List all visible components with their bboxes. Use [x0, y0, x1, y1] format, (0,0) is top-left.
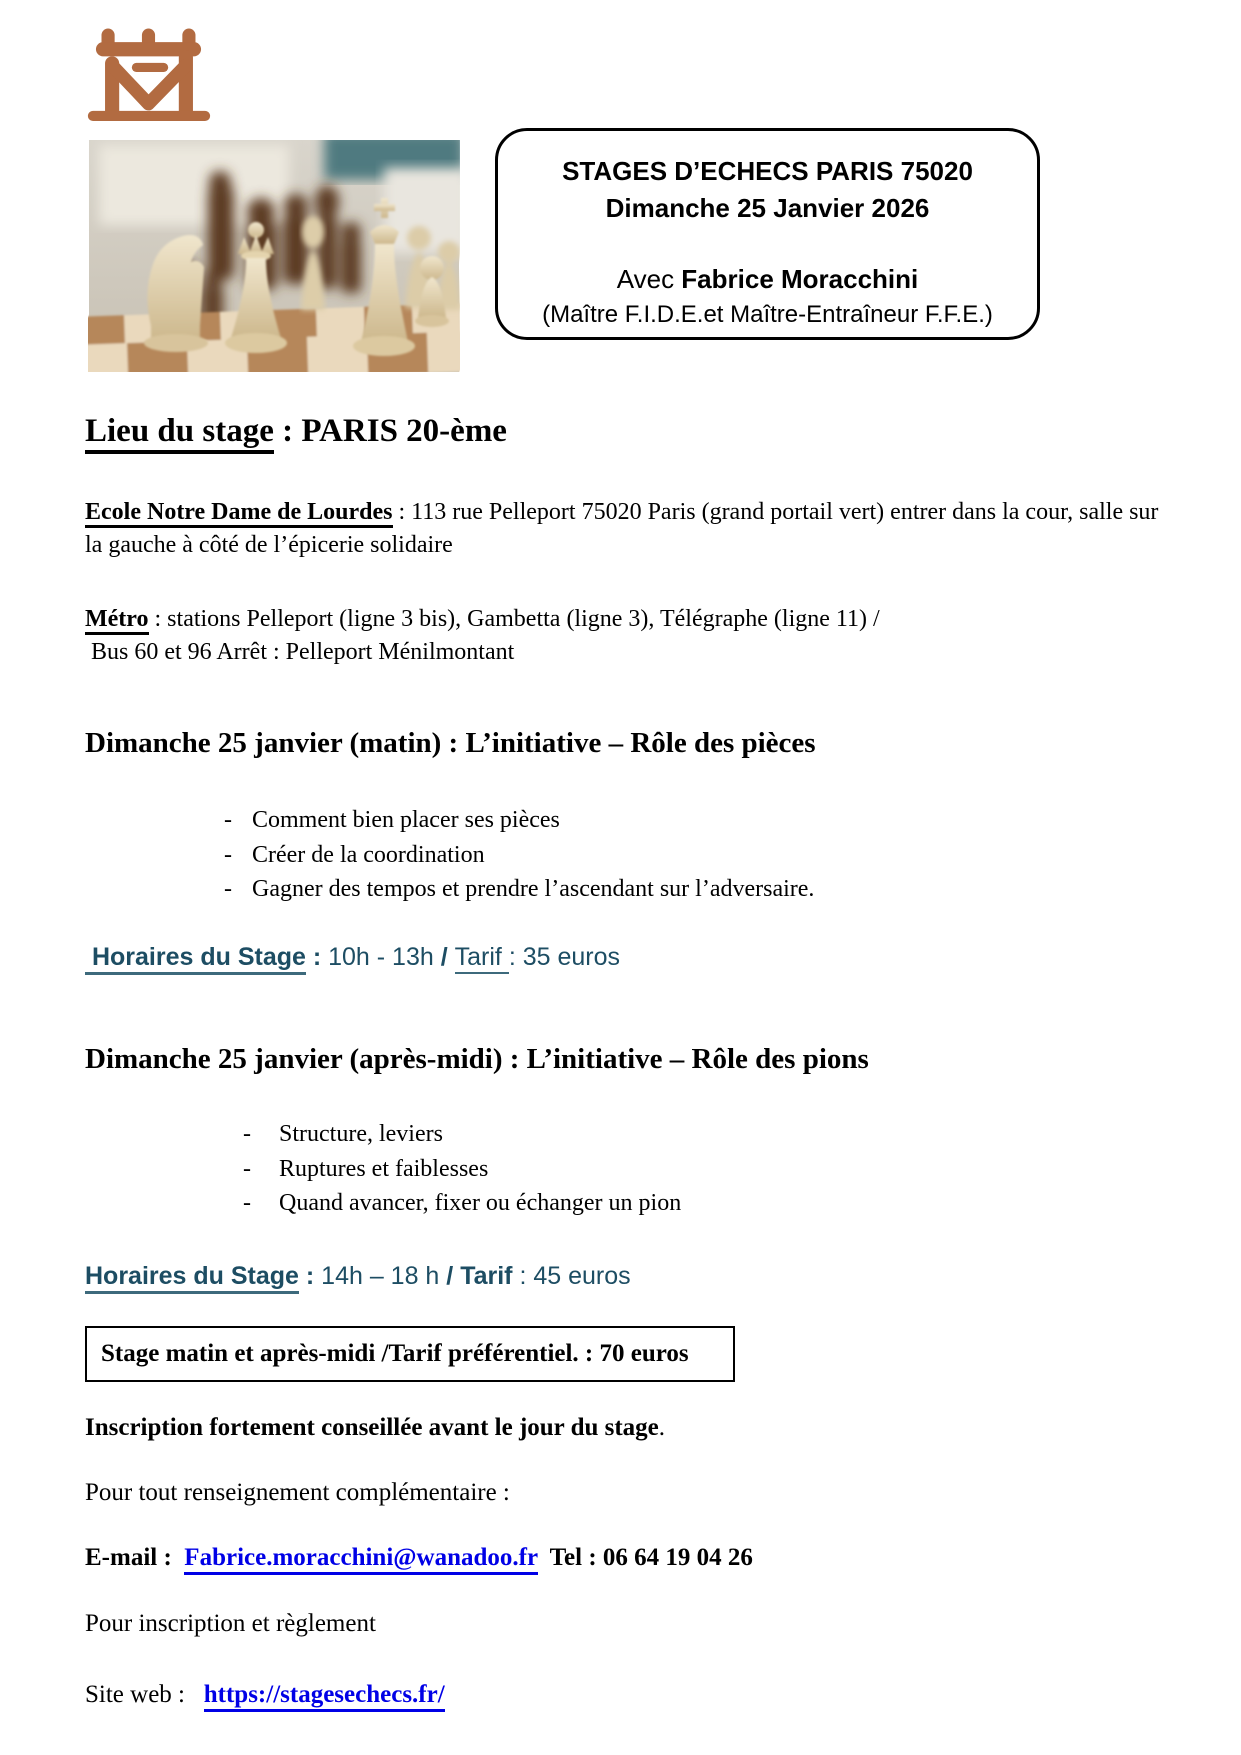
email-link[interactable]: Fabrice.moracchini@wanadoo.fr [184, 1544, 537, 1575]
bullet-dash: - [243, 1121, 251, 1147]
bullet-dash: - [224, 841, 232, 868]
bullet-item: - Structure, leviers [243, 1117, 681, 1152]
email-label: E-mail : [85, 1544, 185, 1571]
afternoon-session-heading: Dimanche 25 janvier (après-midi) : L’initiative – Rôle des pions [85, 1043, 869, 1075]
header-title-line1: STAGES D’ECHECS PARIS 75020 [562, 156, 973, 186]
email-row [85, 1544, 753, 1572]
bullet-item: - Quand avancer, fixer ou échanger un pion [243, 1186, 681, 1221]
bullet-dash: - [224, 807, 232, 833]
bullet-item: - Ruptures et faiblesses [243, 1152, 681, 1187]
instructor-name: Fabrice Moracchini [681, 264, 919, 294]
siteweb-link[interactable]: https://stagesechecs.fr/ [204, 1681, 445, 1712]
afternoon-bullet-list [243, 1117, 681, 1221]
header-instructor-line: Avec Fabrice Moracchini [616, 264, 919, 294]
bullet-dash: - [243, 1155, 251, 1182]
siteweb-row [85, 1681, 445, 1709]
school-address-paragraph: Ecole Notre Dame de Lourdes : 113 rue Pelleport 75020 Paris (grand portail vert) entrer dans la cour, salle sur la gauche à côté de l’épicerie solidaire [85, 499, 1165, 558]
morning-session-heading: Dimanche 25 janvier (matin) : L’initiative – Rôle des pièces [85, 727, 816, 759]
header-credentials: (Maître F.I.D.E.et Maître-Entraîneur F.F.E.) [542, 301, 993, 328]
preferential-price-box: Stage matin et après-midi /Tarif préférentiel. : 70 euros [85, 1326, 735, 1382]
bullet-item: - Gagner des tempos et prendre l’ascendant sur l’adversaire. [224, 872, 814, 907]
lieu-du-stage-heading: Lieu du stage : PARIS 20-ème [85, 413, 507, 450]
reglement-note: Pour inscription et règlement [85, 1610, 376, 1637]
renseignement-note: Pour tout renseignement complémentaire : [85, 1479, 510, 1506]
bullet-dash: - [243, 1190, 251, 1216]
morning-bullet-list [224, 803, 814, 907]
header-title-line2: Dimanche 25 Janvier 2026 [605, 193, 930, 223]
bullet-item: - Créer de la coordination [224, 838, 814, 873]
metro-paragraph: Métro : stations Pelleport (ligne 3 bis), Gambetta (ligne 3), Télégraphe (ligne 11) / Bus 60 et 96 Arrêt : Pelleport Ménilmontant [85, 603, 1160, 669]
header-box [495, 128, 1040, 340]
bus-line: Bus 60 et 96 Arrêt : Pelleport Ménilmontant [85, 639, 515, 665]
morning-schedule-line: Horaires du Stage : 10h - 13h / Tarif : 35 euros [85, 943, 620, 972]
tel-text: Tel : 06 64 19 04 26 [537, 1544, 753, 1571]
chess-pieces-photo [88, 140, 460, 372]
afternoon-schedule-line: Horaires du Stage : 14h – 18 h / Tarif : 45 euros [85, 1262, 631, 1291]
bullet-item: - Comment bien placer ses pièces [224, 803, 814, 838]
chess-club-m-logo-icon [85, 26, 213, 122]
siteweb-label: Site web : [85, 1681, 204, 1708]
bullet-dash: - [224, 876, 232, 902]
inscription-note: Inscription fortement conseillée avant le jour du stage. [85, 1414, 666, 1441]
